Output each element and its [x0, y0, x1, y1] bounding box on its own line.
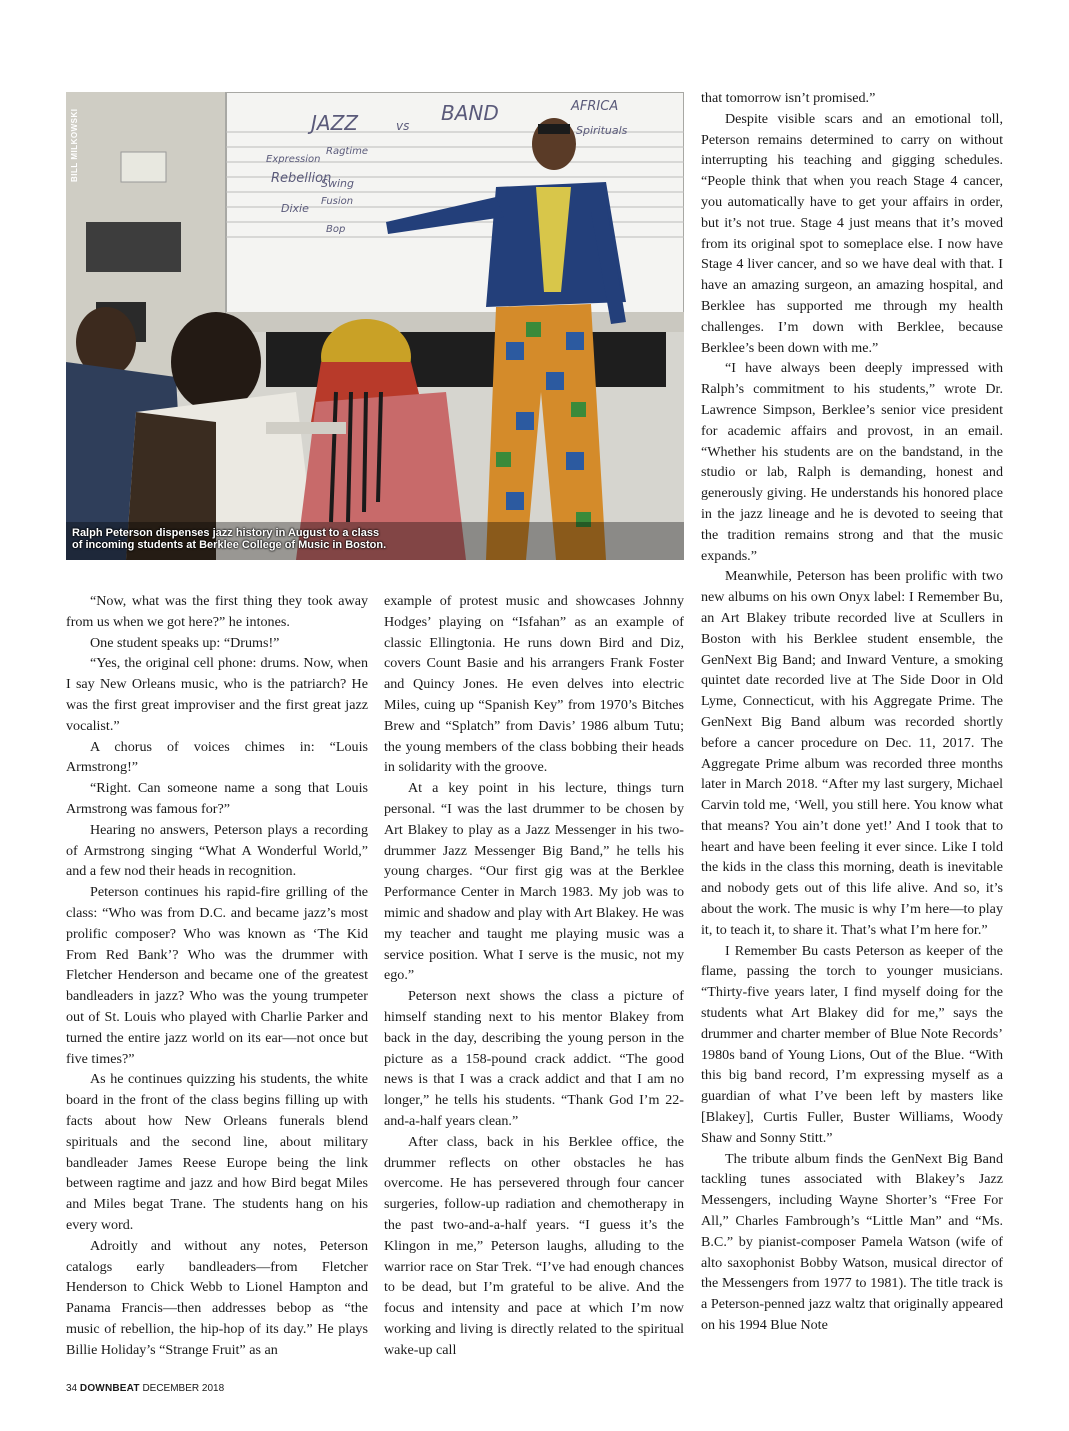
photo-credit: BILL MILKOWSKI	[70, 108, 79, 182]
magazine-name: DOWNBEAT	[79, 1383, 140, 1394]
issue-date: DECEMBER 2018	[142, 1383, 225, 1394]
paragraph: Peterson next shows the class a picture of himself standing next to his mentor Blakey from back in the day, describing the young person in the picture as a 158-pound crack addict. “The good news is that I was a crack addict and that I am no longer,” he tells his students. “Thank God I’m 22-and-a-half years clean.”	[384, 988, 684, 1129]
paragraph: Hearing no answers, Peterson plays a recording of Armstrong singing “What A Wonderful World,” and a few nod their heads in recognition.	[66, 821, 368, 880]
paragraph: A chorus of voices chimes in: “Louis Armstrong!”	[66, 738, 368, 776]
paragraph: Adroitly and without any notes, Peterson catalogs early bandleaders—from Fletcher Henderson to Chick Webb to Lionel Hampton and Panama Francis—then addresses bebop as “the music of rebellion, the hip-hop of its day.” He plays Billie Holiday’s “Strange Fruit” as an	[66, 1237, 368, 1358]
paragraph: “Now, what was the first thing they took away from us when we got here?” he intones.	[66, 593, 368, 630]
paragraph: One student speaks up: “Drums!”	[90, 634, 280, 651]
svg-text:vs: vs	[396, 119, 410, 133]
paragraph: After class, back in his Berklee office, the drummer reflects on other obstacles he has overcome. He has persevered through four cancer surgeries, follow-up radiation and chemotherapy in the past two-and-a-half years. “I guess it’s the Klingon in me,” Peterson laughs, alluding to the warrior race on Star Trek. “I’ve had enough chances to be dead, but I’m grateful to be alive. And the focus and intensity and pace at which I’m now working and living is directly related to the spiritual wake-up call	[384, 1133, 684, 1358]
paragraph: “Yes, the original cell phone: drums. Now, when I say New Orleans music, who is the patriarch? He was the first great improviser and the first great jazz vocalist.”	[66, 655, 368, 734]
paragraph: Despite visible scars and an emotional toll, Peterson remains determined to carry on without interrupting his teaching and gigging schedules. “People think that when you reach Stage 4 cancer, you automatically have to get your affairs in order, but it’s not true. Stage 4 just means that it’s moved from its original spot to someplace else. I now have Stage 4 liver cancer, and so we have deal with that. I have an amazing surgeon, an amazing hospital, and Berklee has supported me through my health challenges. I’m down with Berklee, because Berklee’s been down with me.”	[701, 110, 1003, 356]
svg-text:AFRICA: AFRICA	[571, 99, 619, 114]
paragraph: As he continues quizzing his students, the white board in the front of the class begins filling up with facts about how New Orleans funerals blend spirituals and the second line, about military bandleader James Reese Europe being the link between ragtime and jazz and how Bird begat Miles and Miles begat Trane. The students hang on his every word.	[66, 1071, 368, 1233]
paragraph: example of protest music and showcases Johnny Hodges’ playing on “Isfahan” as an example of classic Ellingtonia. He runs down Bird and Diz, covers Count Basie and his arrangers Frank Foster and Quincy Jones. He even delves into electric Miles, cuing up “Spanish Key” from 1970’s Bitches Brew and “Splatch” from Davis’ 1986 album Tutu; the young members of the class bobbing their heads in solidarity with the groove.	[384, 593, 684, 776]
paragraph: The tribute album finds the GenNext Big Band tackling tunes associated with Blakey’s Jazz Messengers, including Wayne Shorter’s “Free For All,” Charles Fambrough’s “Little Man” and “Ms. B.C.” by pianist-composer Pamela Watson (wife of alto saxophonist Bobby Watson, musical director of the Messengers from 1977 to 1981). The title track is a Peterson-penned jazz waltz that originally appeared on his 1994 Blue Note	[701, 1150, 1003, 1334]
column-3	[701, 88, 1003, 1336]
svg-text:Dixie: Dixie	[281, 202, 309, 215]
svg-text:Rebellion: Rebellion	[271, 171, 332, 186]
svg-text:Expression: Expression	[266, 154, 321, 165]
paragraph: that tomorrow isn’t promised.”	[701, 90, 876, 106]
board-word-jazz: JAZZ	[311, 111, 358, 135]
paragraph: Peterson continues his rapid-fire grilling of the class: “Who was from D.C. and became jazz’s most prolific composer? Who was known as ‘The Kid From Red Bank’? Who was the drummer with Fletcher Henderson and became one of the greatest bandleaders in jazz? Who was the young trumpeter out of St. Louis who played with Charlie Parker and turned the entire jazz world on its ear—not once but five times?”	[66, 884, 368, 1067]
svg-text:Ragtime: Ragtime	[326, 146, 369, 157]
photo-caption	[72, 527, 492, 551]
page-number: 34	[66, 1383, 78, 1394]
paragraph: Meanwhile, Peterson has been prolific with two new albums on his own Onyx label: I Remember Bu, an Art Blakey tribute recorded live at Scullers in Boston with his Berklee student ensemble, the GenNext Big Band; and Inward Venture, a smoking quintet date recorded live at The Side Door in Old Lyme, Connecticut, with his Aggregate Prime. The GenNext Big Band album was recorded shortly before a cancer procedure on Dec. 11, 2017. The Aggregate Prime album was recorded three months later in March 2018. “After my last surgery, Michael Carvin told me, ‘Well, you still here. You know what that means? You ain’t done yet!’ And I took that to heart and have been feeling it ever since. Like I told the kids in the class this morning, death is inevitable and nobody gets out of this life alive. And so, it’s about the work. The music is why I’m here—to play it, to teach it, to share it. That’s what I’m here for.”	[701, 568, 1003, 938]
svg-text:Fusion: Fusion	[321, 196, 354, 207]
column-2	[384, 591, 684, 1360]
paragraph: “Right. Can someone name a song that Louis Armstrong was famous for?”	[66, 780, 368, 817]
paragraph: “I have always been deeply impressed with Ralph’s commitment to his students,” wrote Dr. Lawrence Simpson, Berklee’s senior vice president for academic affairs and provost, in an email. “Whether his students are on the bandstand, in the studio or lab, Ralph is demanding, honest and generously giving. He understands his honored place in the jazz lineage and he is devoted to seeing that the tradition remains strong and that the music expands.”	[701, 360, 1003, 564]
svg-text:Spirituals: Spirituals	[576, 124, 628, 137]
lecture-photo	[66, 92, 684, 560]
column-1	[66, 591, 368, 1360]
paragraph: I Remember Bu casts Peterson as keeper of the flame, passing the torch to younger musicians. “Thirty-five years later, I find myself doing for the students what Art Blakey did for me,” says the drummer and charter member of Blue Note Records’ 1980s band of Young Lions, Out of the Blue. “With this big band record, I’m expressing myself as a guardian of what I’ve been left by masters like [Blakey], Curtis Fuller, Buster Williams, Woody Shaw and Sonny Stitt.”	[701, 942, 1003, 1146]
classroom-illustration	[66, 92, 684, 560]
caption-line-2: of incoming students at Berklee College of Music in Boston.	[72, 539, 387, 551]
svg-text:BAND: BAND	[441, 101, 499, 125]
svg-text:Swing: Swing	[321, 177, 354, 190]
paragraph: At a key point in his lecture, things turn personal. “I was the last drummer to be chosen by Art Blakey to play as a Jazz Messenger in his two-drummer Jazz Messenger Big Band,” he tells his young charges. “Our first gig was at the Berklee Performance Center in March 1983. My job was to mimic and shadow and play with Art Blakey. He was my teacher and taught me playing music was a service position. What I serve is the music, not my ego.”	[384, 780, 684, 984]
caption-line-1: Ralph Peterson dispenses jazz history in August to a class	[72, 527, 380, 539]
page-footer	[66, 1383, 224, 1394]
svg-text:Bop: Bop	[326, 224, 346, 235]
